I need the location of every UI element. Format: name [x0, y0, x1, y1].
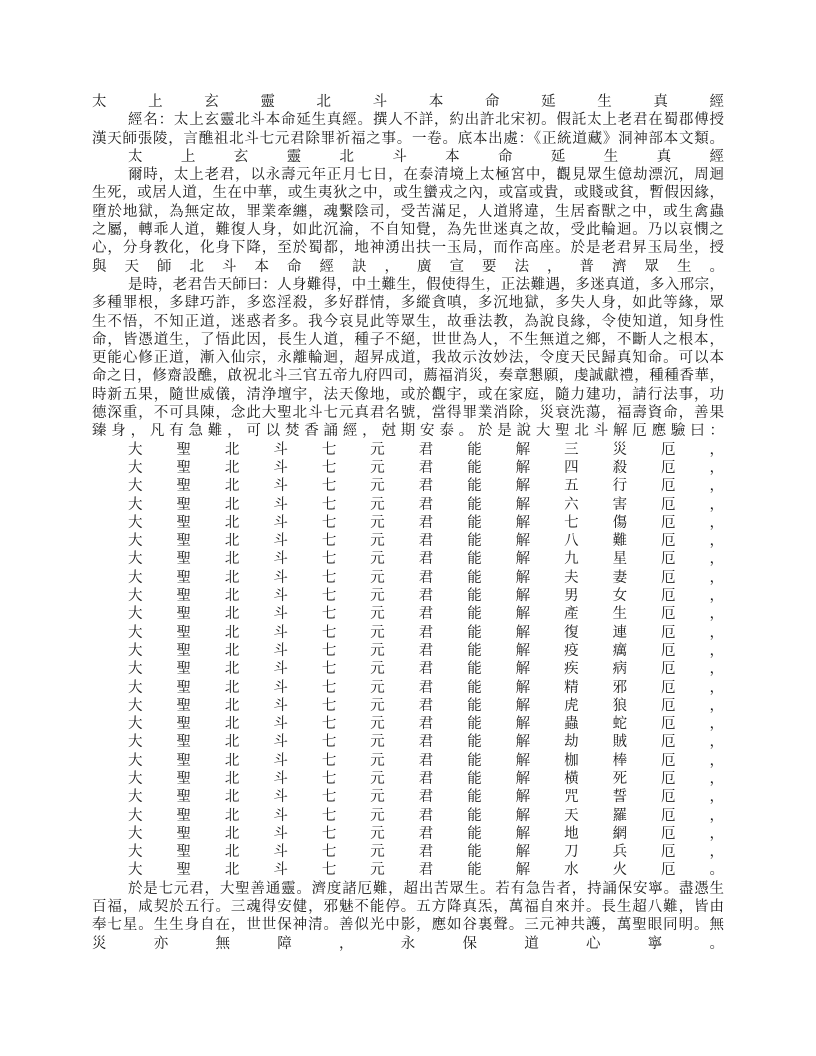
- paragraph-1: [92, 166, 724, 276]
- text-line: 大聖北斗七元君能解八難厄，: [128, 533, 724, 550]
- verse-line-7: [92, 550, 724, 568]
- verse-line-24: [92, 861, 724, 879]
- text-line: 大聖北斗七元君能解精邪厄，: [128, 679, 724, 696]
- text-line: 生不悟，不知正道，迷惑者多。我今哀見此等眾生，故垂法教，為說良緣，令使知道，知身性: [92, 313, 724, 330]
- text-line: 太上玄靈北斗本命延生真經: [128, 148, 724, 165]
- text-line: 大聖北斗七元君能解天羅厄，: [128, 807, 724, 824]
- text-line: 大聖北斗七元君能解復連厄，: [128, 624, 724, 641]
- text-line: 大聖北斗七元君能解虎狼厄，: [128, 697, 724, 714]
- text-line: 大聖北斗七元君能解水火厄。: [128, 862, 724, 879]
- text-line: 大聖北斗七元君能解六害厄，: [128, 496, 724, 513]
- text-line: 大聖北斗七元君能解產生厄，: [128, 606, 724, 623]
- text-line: 命，皆憑道生，了悟此因，長生人道，種子不絕，世世為人，不生無道之鄉，不斷人之根本，: [92, 331, 724, 348]
- text-line: 大聖北斗七元君能解四殺厄，: [128, 459, 724, 476]
- text-line: 於是七元君，大聖善通靈。濟度諸厄難，超出苦眾生。若有急告者，持誦保安寧。盡憑生: [128, 880, 724, 897]
- text-line: 之屬，轉乖人道，難復人身，如此沉淪，不自知覺，為先世迷真之故，受此輪迴。乃以哀憫之: [92, 222, 724, 239]
- verse-line-23: [92, 843, 724, 861]
- text-line: 更能心修正道，漸入仙宗，永離輪迴，超昇成道，我故示汝妙法，令度天民歸真知命。可以本: [92, 350, 724, 367]
- inner-title: [92, 148, 724, 166]
- verse-line-6: [92, 532, 724, 550]
- verse-line-13: [92, 660, 724, 678]
- verse-line-8: [92, 569, 724, 587]
- verse-line-3: [92, 477, 724, 495]
- text-line: 漢天師張陵，言醮祖北斗七元君除罪祈福之事。一卷。底本出處：《正統道藏》洞神部本文類。: [92, 130, 724, 147]
- colophon: [92, 111, 724, 148]
- text-line: 大聖北斗七元君能解刀兵厄，: [128, 844, 724, 861]
- text-line: 是時，老君告天師曰：人身難得，中土難生，假使得生，正法難遇，多迷真道，多入邢宗，: [128, 276, 724, 293]
- text-line: 大聖北斗七元君能解劫賊厄，: [128, 734, 724, 751]
- text-line: 大聖北斗七元君能解三災厄，: [128, 441, 724, 458]
- text-line: 經名：太上玄靈北斗本命延生真經。撰人不詳，約出許北宋初。假託太上老君在蜀郡傅授: [128, 112, 724, 129]
- verse-line-14: [92, 679, 724, 697]
- text-line: 大聖北斗七元君能解男女厄，: [128, 588, 724, 605]
- verse-line-20: [92, 788, 724, 806]
- text-line: 大聖北斗七元君能解九星厄，: [128, 551, 724, 568]
- paragraph-2: [92, 276, 724, 441]
- text-line: 多種罪根，多肆巧詐，多恣淫殺，多好群情，多縱貪嗔，多沉地獄，多失人身，如此等緣，眾: [92, 295, 724, 312]
- text-line: 災亦無障，永保道心寧。: [92, 935, 724, 952]
- text-line: 大聖北斗七元君能解咒誓厄，: [128, 789, 724, 806]
- verse-line-9: [92, 587, 724, 605]
- verse-line-21: [92, 807, 724, 825]
- text-line: 與天師北斗本命經訣，廣宣要法，普濟眾生。: [92, 258, 724, 275]
- verse-line-5: [92, 514, 724, 532]
- text-line: 大聖北斗七元君能解橫死厄，: [128, 770, 724, 787]
- verse-line-10: [92, 605, 724, 623]
- main-title: [92, 93, 724, 111]
- verse-line-17: [92, 733, 724, 751]
- text-line: 德深重，不可具陳，念此大聖北斗七元真君名號，當得罪業消除，災衰洗蕩，福壽資命，善果: [92, 405, 724, 422]
- verse-line-18: [92, 752, 724, 770]
- text-line: 大聖北斗七元君能解枷棒厄，: [128, 752, 724, 769]
- text-line: 時新五果，隨世威儀，清浄壇宇，法天像地，或於觀宇，或在家庭，隨力建功，請行法事，功: [92, 386, 724, 403]
- text-line: 爾時，太上老君，以永壽元年正月七日，在泰清境上太極宮中，觀見眾生億劫漂沉，周迴: [128, 167, 724, 184]
- verse-line-2: [92, 459, 724, 477]
- closing-paragraph: [92, 880, 724, 953]
- verse-line-19: [92, 770, 724, 788]
- text-line: 太上玄靈北斗本命延生真經: [92, 94, 724, 110]
- verse-line-11: [92, 624, 724, 642]
- text-line: 奉七星。生生身自在，世世保神清。善似光中影，應如谷裏聲。三元神共護，萬聖眼同明。無: [92, 917, 724, 934]
- verse-line-15: [92, 697, 724, 715]
- text-line: 大聖北斗七元君能解疾病厄，: [128, 661, 724, 678]
- verse-line-1: [92, 441, 724, 459]
- verse-line-22: [92, 825, 724, 843]
- text-line: 百福，咸契於五行。三魂得安健，邪魅不能停。五方降真炁，萬福自來并。長生超八難，皆由: [92, 899, 724, 916]
- text-line: 大聖北斗七元君能解地網厄，: [128, 825, 724, 842]
- text-line: 命之日，修齋設醮，啟祝北斗三官五帝九府四司，薦福消災，奏章懇願，虔誠獻禮，種種香華，: [92, 368, 724, 385]
- text-line: 心，分身教化，化身下降，至於蜀都，地神湧出扶一玉局，而作高座。於是老君昇玉局坐，授: [92, 240, 724, 257]
- text-line: 大聖北斗七元君能解七傷厄，: [128, 514, 724, 531]
- text-line: 生死，或居人道，生在中華，或生夷狄之中，或生蠻戎之內，或富或貴，或賤或貧，暫假因緣，: [92, 185, 724, 202]
- scripture-text-block: [92, 93, 724, 953]
- verse-line-4: [92, 496, 724, 514]
- text-line: 大聖北斗七元君能解五行厄，: [128, 478, 724, 495]
- text-line: 大聖北斗七元君能解蟲蛇厄，: [128, 716, 724, 733]
- verse-line-12: [92, 642, 724, 660]
- text-line: 臻身，凡有急難，可以焚香誦經，尅期安泰。於是說大聖北斗解厄應驗曰：: [92, 423, 724, 440]
- verse-line-16: [92, 715, 724, 733]
- text-line: 墮於地獄，為無定故，罪業牽纏，魂繫陰司，受苦滿足，人道將違，生居畜獸之中，或生禽蟲: [92, 203, 724, 220]
- text-line: 大聖北斗七元君能解夫妻厄，: [128, 569, 724, 586]
- text-line: 大聖北斗七元君能解疫癘厄，: [128, 642, 724, 659]
